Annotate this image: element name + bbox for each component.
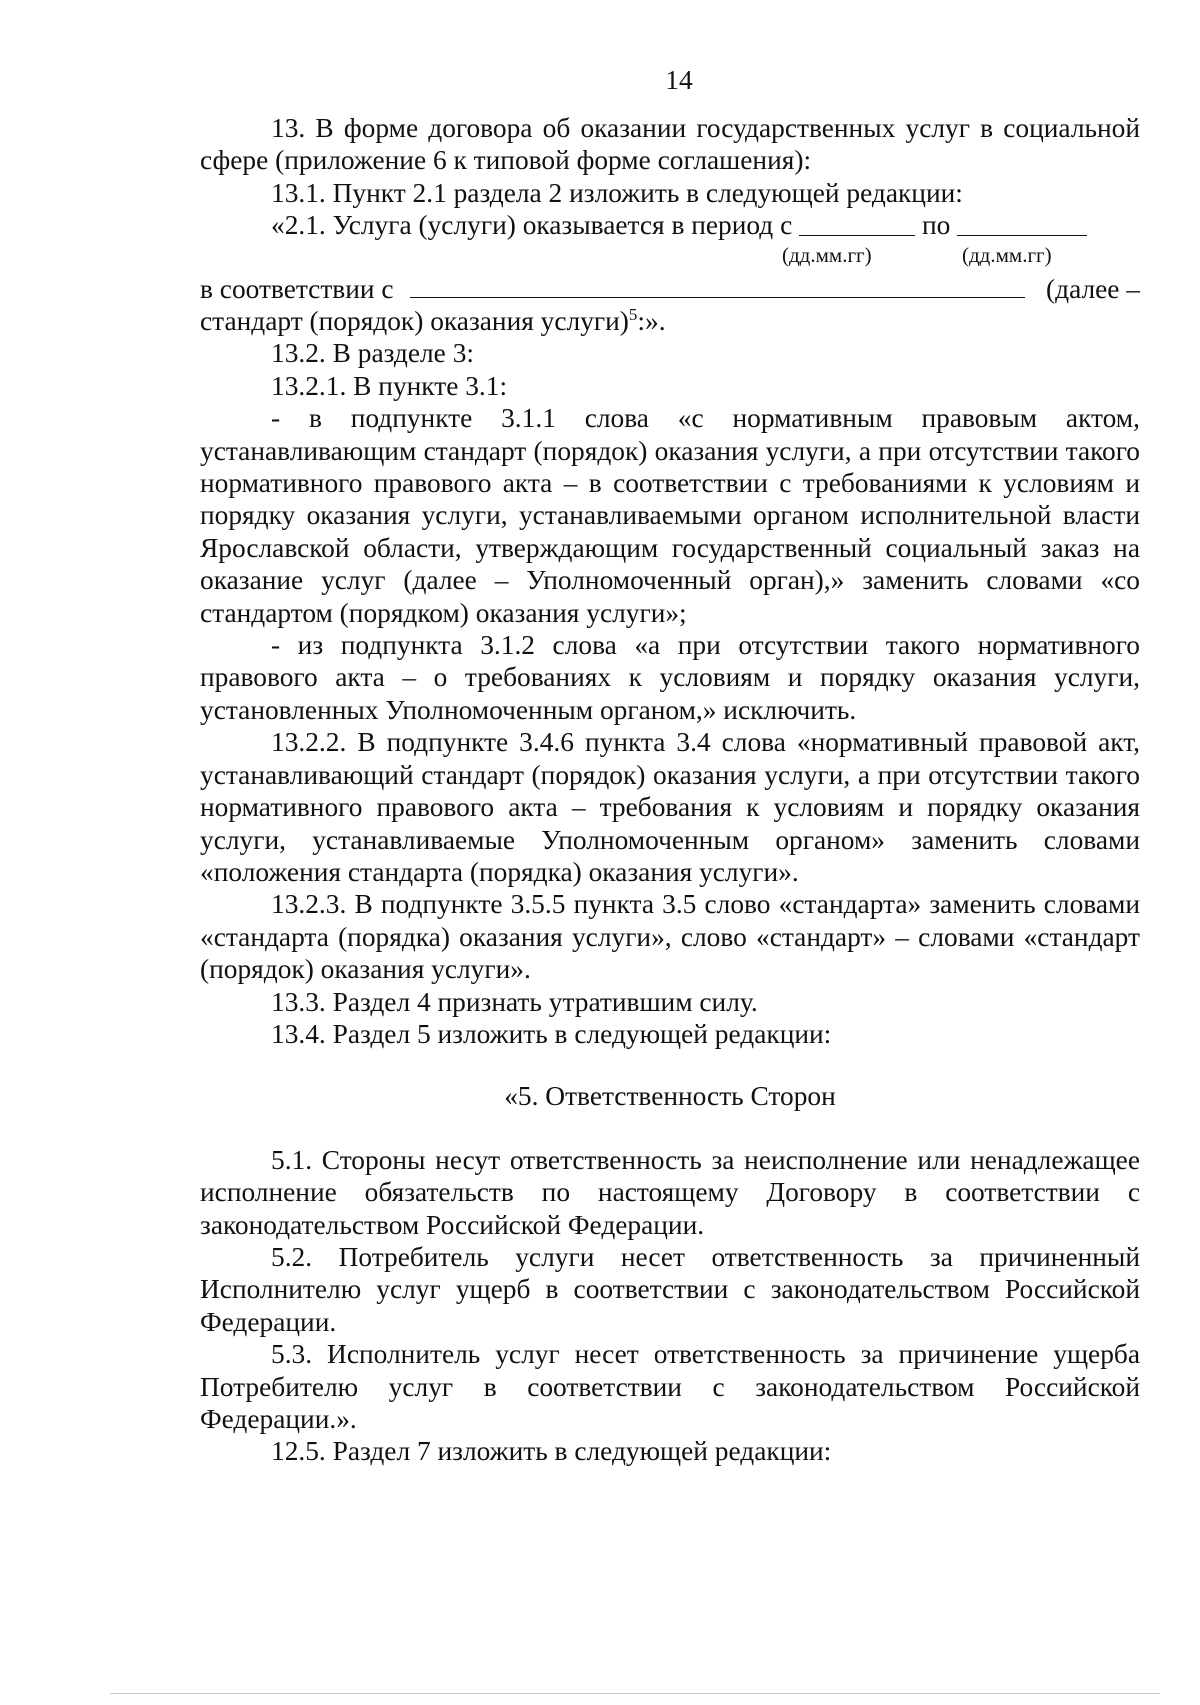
standard-name-blank (410, 275, 1025, 298)
scan-edge-line (110, 1693, 1160, 1694)
end-date-blank (957, 213, 1087, 236)
clause-2-1-po: по (921, 210, 951, 241)
clause-2-1-text: «2.1. Услуга (услуги) оказывается в период с (271, 210, 793, 241)
paragraph-5-2: 5.2. Потребитель услуги несет ответственность за причиненный Исполнителю услуг ущерб в соответствии с законодательством Российской Федерации. (200, 1241, 1140, 1337)
paragraph-5-3: 5.3. Исполнитель услуг несет ответственность за причинение ущерба Потребителю услуг в соответствии с законодательством Российской Федерации.». (200, 1339, 1140, 1434)
clause-2-1-line (200, 209, 1140, 241)
standard-line-end: :». (637, 306, 666, 336)
section-heading: «5. Ответственность Сторон (504, 1081, 836, 1112)
dash-item-3-1-2: - из подпункта 3.1.2 слова «а при отсутствии такого нормативного правового акта – о требованиях к условиям и порядку оказания услуги, установленных Уполномоченным органом,» исключить. (200, 630, 1140, 725)
paragraph-13: 13. В форме договора об оказании государственных услуг в социальной сфере (приложение 6 к типовой форме соглашения): (200, 113, 1140, 176)
paragraph-13-1: 13.1. Пункт 2.1 раздела 2 изложить в следующей редакции: (271, 177, 963, 208)
paragraph-13-4: 13.4. Раздел 5 изложить в следующей редакции: (271, 1018, 832, 1049)
spacer (200, 1050, 1140, 1080)
accordance-tail: (далее – (1046, 273, 1140, 304)
paragraph-5-1: 5.1. Стороны несут ответственность за неисполнение или ненадлежащее исполнение обязательств по настоящему Договору в соответствии с законодательством Российской Федерации. (200, 1144, 1140, 1240)
start-date-hint: (дд.мм.гг) (782, 242, 872, 267)
paragraph-13-3: 13.3. Раздел 4 признать утратившим силу. (271, 986, 758, 1017)
footnote-mark: 5 (628, 304, 638, 324)
document-page (200, 64, 1140, 1468)
paragraph-12-5: 12.5. Раздел 7 изложить в следующей редакции: (271, 1436, 832, 1467)
start-date-blank (799, 213, 915, 236)
paragraph-13-2-2: 13.2.2. В подпункте 3.4.6 пункта 3.4 слова «нормативный правовой акт, устанавливающий стандарт (порядок) оказания услуги, а при отсутствии такого нормативного правового акта – требования к условиям и порядку оказания услуги, устанавливаемые Уполномоченным органом» заменить словами «положения стандарта (порядка) оказания услуги». (200, 727, 1140, 887)
paragraph-13-2-3: 13.2.3. В подпункте 3.5.5 пункта 3.5 слово «стандарта» заменить словами «стандарта (порядка) оказания услуги», слово «стандарт» – словами «стандарт (порядок) оказания услуги». (200, 889, 1140, 985)
paragraph-13-2-1: 13.2.1. В пункте 3.1: (271, 370, 508, 401)
dash-item-3-1-1: - в подпункте 3.1.1 слова «с нормативным правовым актом, устанавливающим стандарт (порядок) оказания услуги, а при отсутствии такого нормативного правового акта – в соответствии с требованиями к условиям и порядку оказания услуги, устанавливаемыми органом исполнительной власти Ярославской области, утверждающим государственный социальный заказ на оказание услуг (далее – Уполномоченный орган),» заменить словами «со стандартом (порядком) оказания услуги»; (200, 403, 1140, 628)
paragraph-13-2: 13.2. В разделе 3: (271, 338, 474, 369)
date-format-hints (200, 242, 1140, 273)
accordance-prefix: в соответствии с (200, 273, 394, 304)
accordance-line (200, 273, 1140, 305)
standard-line (200, 305, 1140, 337)
standard-line-text: стандарт (порядок) оказания услуги) (200, 306, 629, 336)
spacer (200, 1113, 1140, 1144)
end-date-hint: (дд.мм.гг) (962, 242, 1052, 267)
page-number: 14 (665, 65, 693, 95)
